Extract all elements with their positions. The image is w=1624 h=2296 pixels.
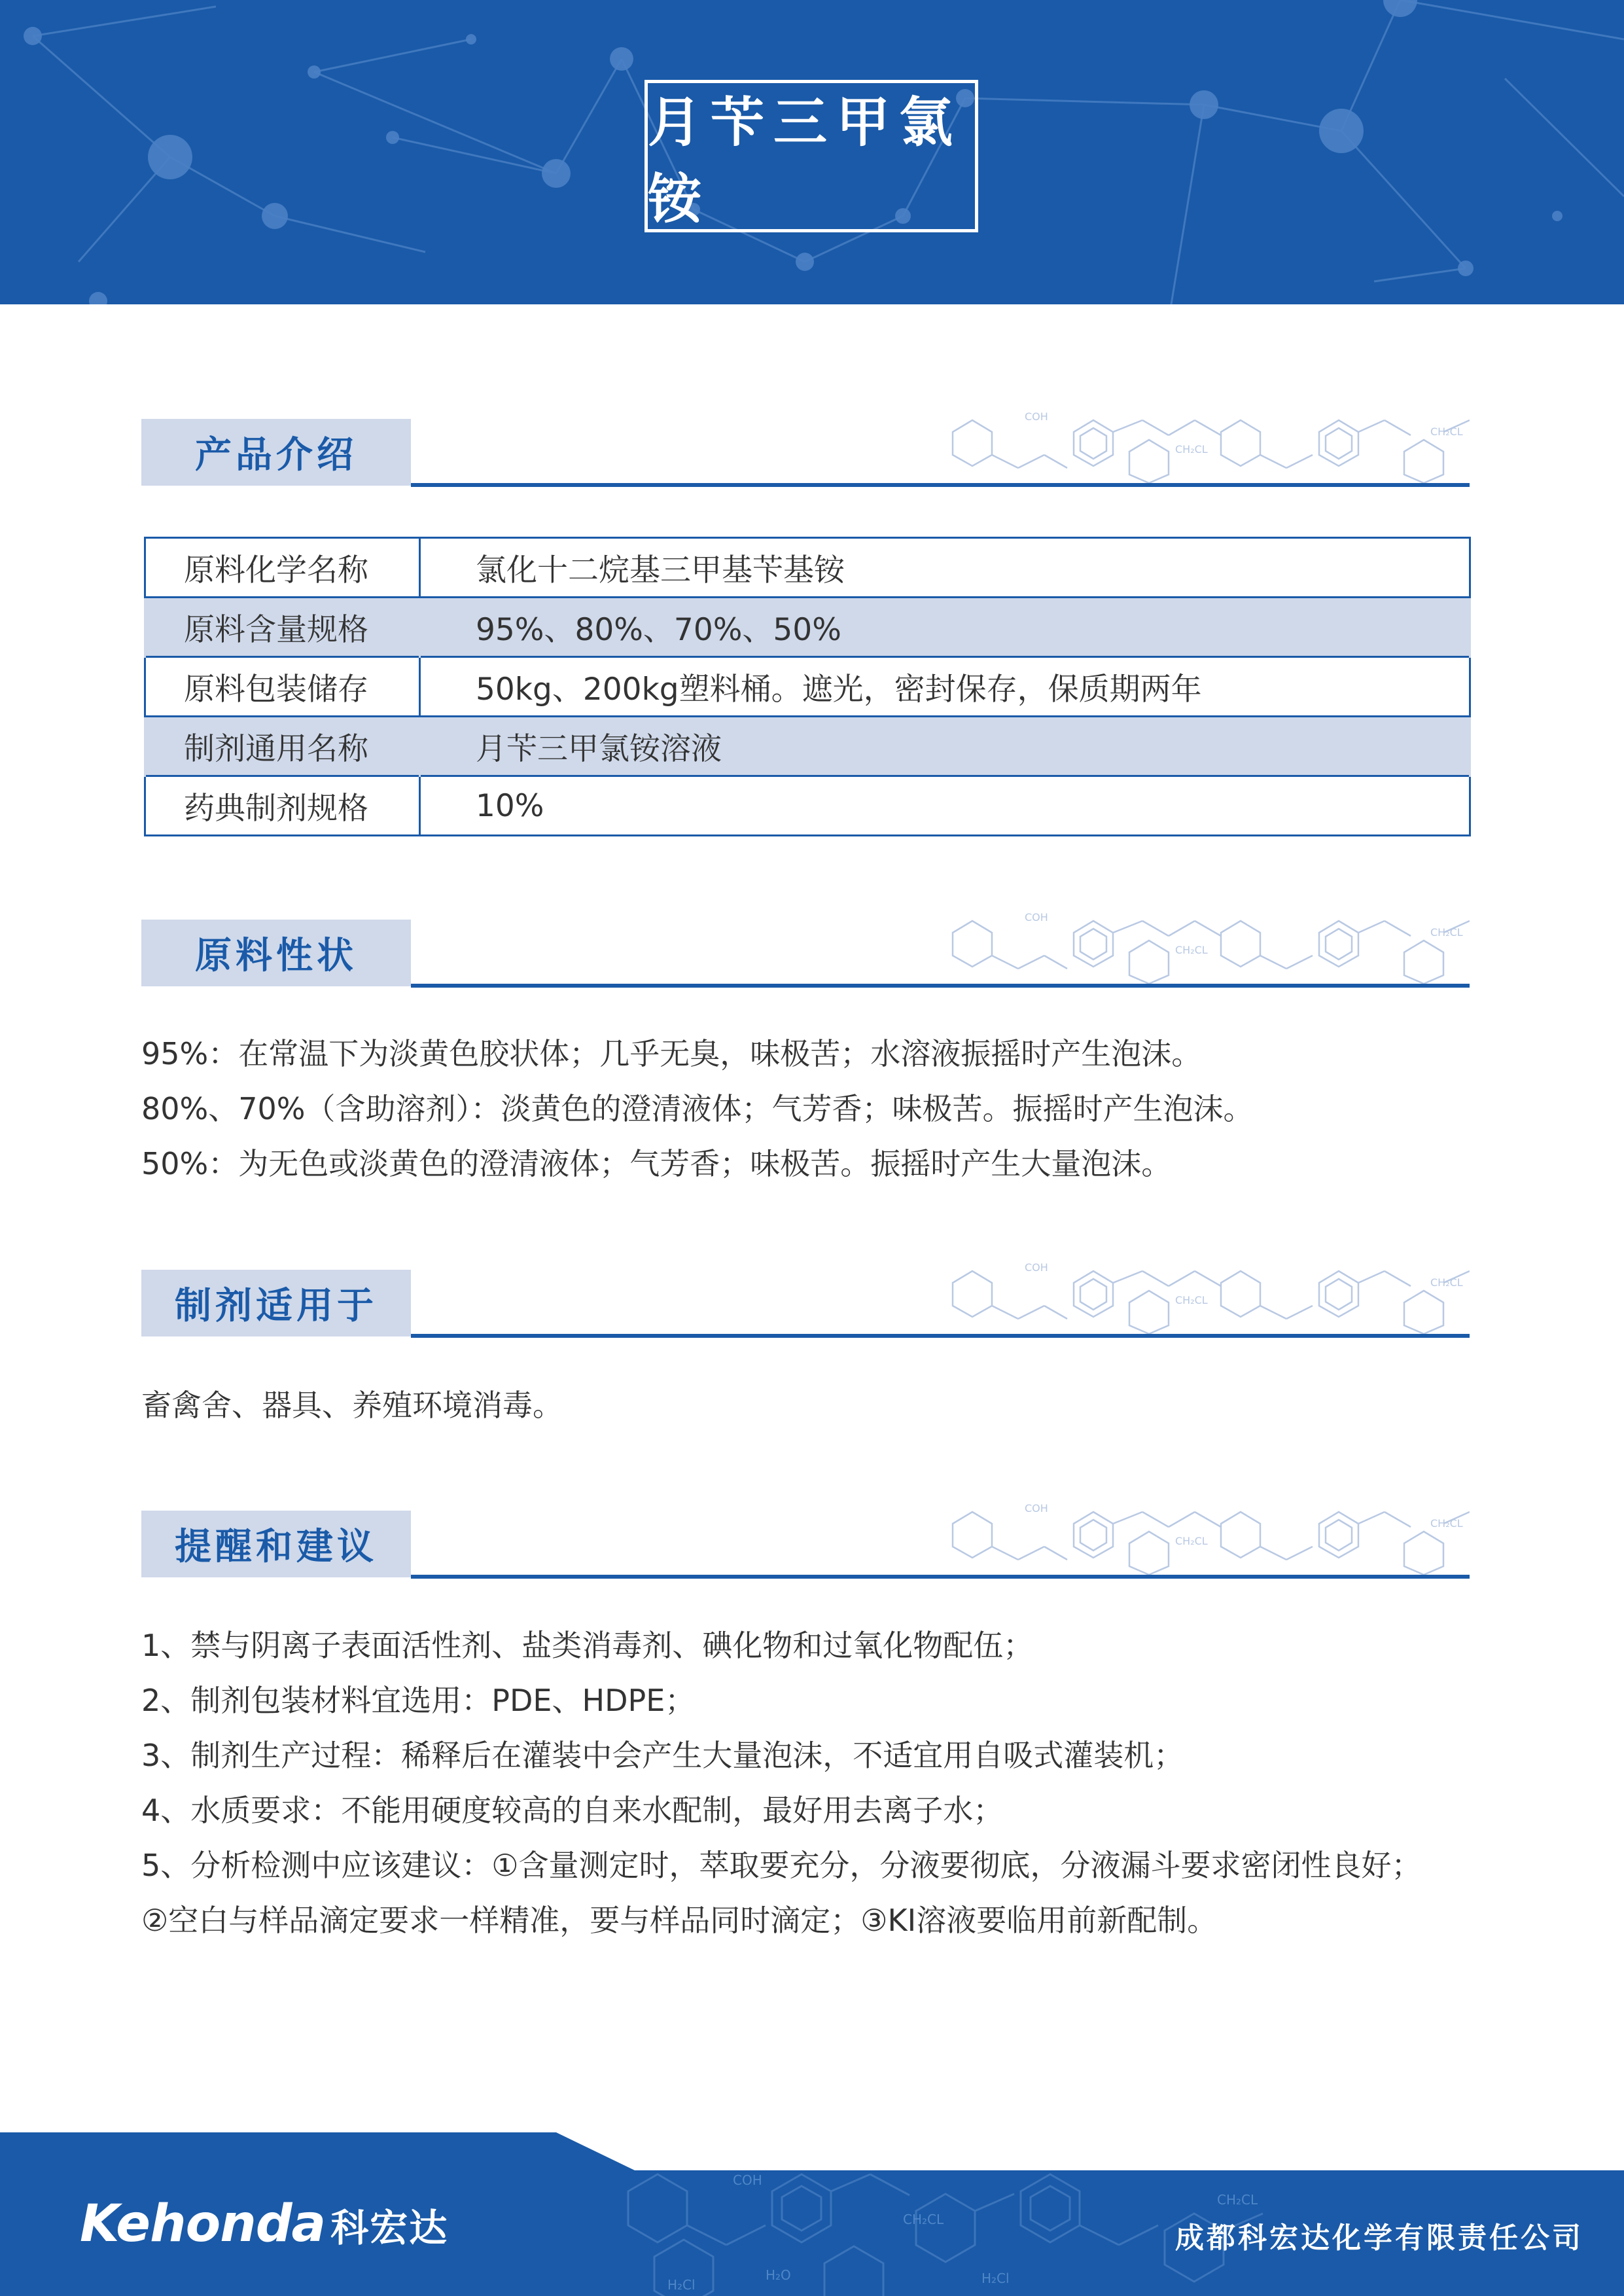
section-header-usage	[141, 1261, 1470, 1338]
table-row	[145, 657, 1470, 717]
table-key: 药典制剂规格	[145, 776, 420, 836]
deco-label: CH₂CL	[1430, 926, 1463, 939]
deco-label: CH₂CL	[1175, 1294, 1208, 1306]
advice-text	[141, 1618, 1489, 1948]
table-value: 95%、80%、70%、50%	[420, 598, 1470, 657]
advice-line: ②空白与样品滴定要求一样精准，要与样品同时滴定；③KI溶液要临用前新配制。	[141, 1903, 1218, 1938]
usage-line: 畜禽舍、器具、养殖环境消毒。	[141, 1388, 563, 1423]
deco-label: CH₂CL	[1430, 425, 1463, 438]
deco-label: COH	[1025, 1261, 1048, 1274]
table-value: 50kg、200kg塑料桶。遮光，密封保存，保质期两年	[420, 657, 1470, 717]
deco-label: CH₂CL	[1175, 1535, 1208, 1547]
properties-line: 95%：在常温下为淡黄色胶状体；几乎无臭，味极苦；水溶液振摇时产生泡沫。	[141, 1036, 1202, 1071]
deco-label: CH₂CL	[1430, 1517, 1463, 1530]
section-title-advice: 提醒和建议	[175, 1526, 378, 1568]
page-title: 月苄三甲氯铵	[648, 91, 962, 230]
title-box	[644, 80, 978, 232]
footer-deco-label: H₂Cl	[667, 2277, 696, 2293]
section-title-intro: 产品介绍	[195, 434, 357, 476]
logo-chinese: 科宏达	[330, 2206, 449, 2250]
advice-line: 1、禁与阴离子表面活性剂、盐类消毒剂、碘化物和过氧化物配伍；	[141, 1628, 1034, 1663]
footer-deco-label: CH₂CL	[1217, 2192, 1258, 2208]
properties-text	[141, 1026, 1489, 1191]
table-row	[145, 776, 1470, 836]
usage-text	[141, 1378, 1489, 1433]
company-logo	[80, 2195, 448, 2253]
section-header-properties	[141, 911, 1470, 988]
spec-table	[144, 537, 1471, 836]
footer-deco-label: COH	[733, 2172, 762, 2188]
section-rule	[411, 984, 1470, 988]
section-title-usage: 制剂适用于	[175, 1285, 378, 1327]
table-row	[145, 717, 1470, 776]
properties-line: 80%、70%（含助溶剂）：淡黄色的澄清液体；气芳香；味极苦。振摇时产生泡沫。	[141, 1091, 1254, 1126]
table-key: 制剂通用名称	[145, 717, 420, 776]
section-rule	[411, 483, 1470, 487]
deco-label: COH	[1025, 911, 1048, 924]
advice-line: 3、制剂生产过程：稀释后在灌装中会产生大量泡沫，不适宜用自吸式灌装机；	[141, 1738, 1184, 1773]
section-header-advice	[141, 1502, 1470, 1579]
footer-deco-label: H₂Cl	[981, 2270, 1010, 2286]
advice-line: 5、分析检测中应该建议：①含量测定时，萃取要充分，分液要彻底，分液漏斗要求密闭性良好；	[141, 1848, 1422, 1883]
table-value: 月苄三甲氯铵溶液	[420, 717, 1470, 776]
deco-label: CH₂CL	[1175, 443, 1208, 456]
deco-label: CH₂CL	[1175, 944, 1208, 956]
advice-line: 2、制剂包装材料宜选用：PDE、HDPE；	[141, 1683, 696, 1718]
chemical-structure-decoration	[933, 906, 1470, 984]
section-rule	[411, 1575, 1470, 1579]
header-banner	[0, 0, 1624, 304]
chemical-structure-decoration	[933, 406, 1470, 483]
properties-line: 50%：为无色或淡黄色的澄清液体；气芳香；味极苦。振摇时产生大量泡沫。	[141, 1146, 1172, 1181]
table-key: 原料化学名称	[145, 538, 420, 598]
section-header-intro	[141, 410, 1470, 487]
logo-latin: Kehonda	[80, 2195, 326, 2253]
table-value: 氯化十二烷基三甲基苄基铵	[420, 538, 1470, 598]
footer-deco-label: CH₂CL	[903, 2212, 944, 2227]
table-key: 原料包装储存	[145, 657, 420, 717]
section-title-properties: 原料性状	[195, 935, 357, 977]
deco-label: COH	[1025, 1502, 1048, 1515]
company-name: 成都科宏达化学有限责任公司	[1175, 2221, 1583, 2255]
footer-deco-label: H₂O	[766, 2267, 791, 2283]
deco-label: COH	[1025, 410, 1048, 423]
table-row	[145, 538, 1470, 598]
footer-banner	[0, 2132, 1624, 2296]
deco-label: CH₂CL	[1430, 1276, 1463, 1289]
section-rule	[411, 1334, 1470, 1338]
table-key: 原料含量规格	[145, 598, 420, 657]
table-value: 10%	[420, 776, 1470, 836]
table-row	[145, 598, 1470, 657]
chemical-structure-decoration	[933, 1257, 1470, 1334]
advice-line: 4、水质要求：不能用硬度较高的自来水配制，最好用去离子水；	[141, 1793, 1004, 1828]
chemical-structure-decoration	[933, 1498, 1470, 1575]
